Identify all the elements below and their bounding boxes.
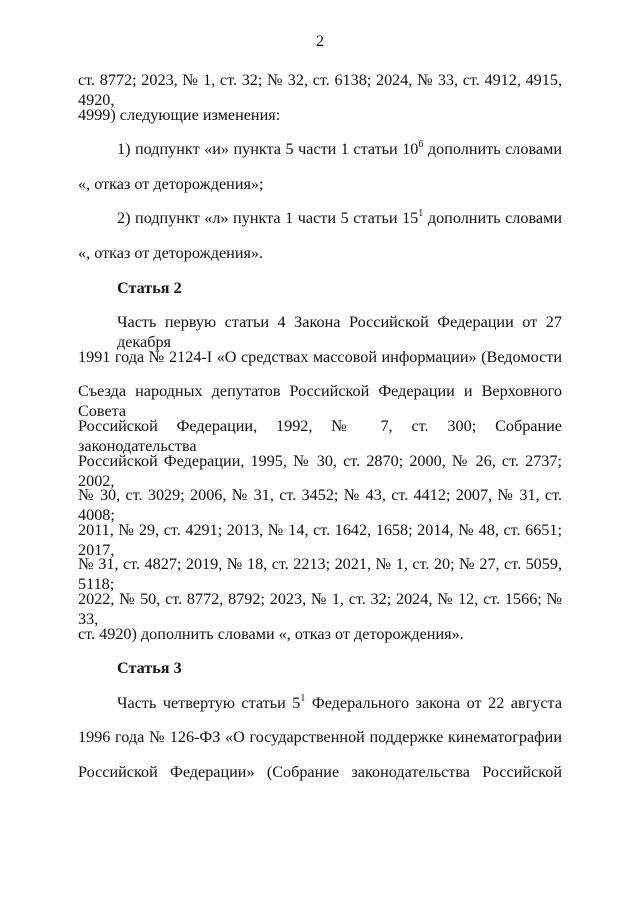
line-text: «, отказ от деторождения». — [78, 244, 264, 262]
text-line — [117, 693, 562, 713]
line-text: «, отказ от деторождения»; — [78, 174, 264, 193]
line-text: 2022, № 50, ст. 8772, 8792; 2023, № 1, ст. 32; 2024, № 12, ст. 1566; № 33, — [78, 590, 562, 628]
line-text: 1996 года № 126-ФЗ «О государственной поддержке кинематографии — [78, 728, 562, 747]
text-line — [78, 174, 562, 194]
line-text: 4999) следующие изменения: — [78, 105, 281, 124]
page-number: 2 — [316, 33, 324, 50]
superscript: 1 — [300, 692, 306, 704]
text-line — [78, 762, 562, 782]
line-text-after: дополнить словами — [423, 140, 562, 159]
line-text: Съезда народных депутатов Российской Федерации и Верховного Совета — [78, 382, 562, 421]
superscript: 1 — [418, 208, 424, 220]
superscript: 6 — [418, 139, 424, 151]
text-line — [78, 727, 562, 747]
line-text: Часть первую статьи 4 Закона Российской Федерации от 27 декабря — [117, 313, 562, 352]
line-text: 1991 года № 2124-I «О средствах массовой информации» (Ведомости — [78, 347, 562, 366]
line-text: Российской Федерации, 1992, № 7, ст. 300; Собрание законодательства — [78, 417, 562, 455]
line-text: № 31, ст. 4827; 2019, № 18, ст. 2213; 2021, № 1, ст. 20; № 27, ст. 5059, 5118; — [78, 555, 562, 594]
line-text: ст. 8772; 2023, № 1, ст. 32; № 32, ст. 6138; 2024, № 33, ст. 4912, 4915, 4920, — [78, 71, 562, 109]
text-line — [78, 347, 562, 367]
line-text: № 30, ст. 3029; 2006, № 31, ст. 3452; № 43, ст. 4412; 2007, № 31, ст. 4008; — [78, 486, 562, 525]
line-text: 2011, № 29, ст. 4291; 2013, № 14, ст. 1642, 1658; 2014, № 48, ст. 6651; 2017, — [78, 520, 562, 559]
text-line — [78, 243, 562, 263]
line-text-after: Федерального закона от 22 августа — [305, 693, 563, 712]
line-text: 1) подпункт «и» пункта 5 части 1 статьи 10 — [117, 140, 419, 159]
line-text: Часть четвертую статьи 5 — [117, 693, 301, 712]
line-text: Российской Федерации» (Собрание законодательства Российской — [78, 763, 562, 781]
line-text: Российской Федерации, 1995, № 30, ст. 2870; 2000, № 26, ст. 2737; 2002, — [78, 451, 562, 490]
line-text: ст. 4920) дополнить словами «, отказ от деторождения». — [78, 624, 464, 643]
text-line — [78, 624, 562, 644]
section-heading — [117, 278, 562, 298]
text-line — [117, 208, 562, 228]
line-text: Статья 3 — [117, 659, 182, 678]
section-heading — [117, 658, 562, 678]
line-text: 2) подпункт «л» пункта 1 части 5 статьи 15 — [117, 209, 419, 228]
line-text: Статья 2 — [117, 278, 182, 297]
text-line — [78, 105, 562, 125]
text-line — [117, 139, 562, 159]
line-text-after: дополнить словами — [423, 209, 562, 228]
